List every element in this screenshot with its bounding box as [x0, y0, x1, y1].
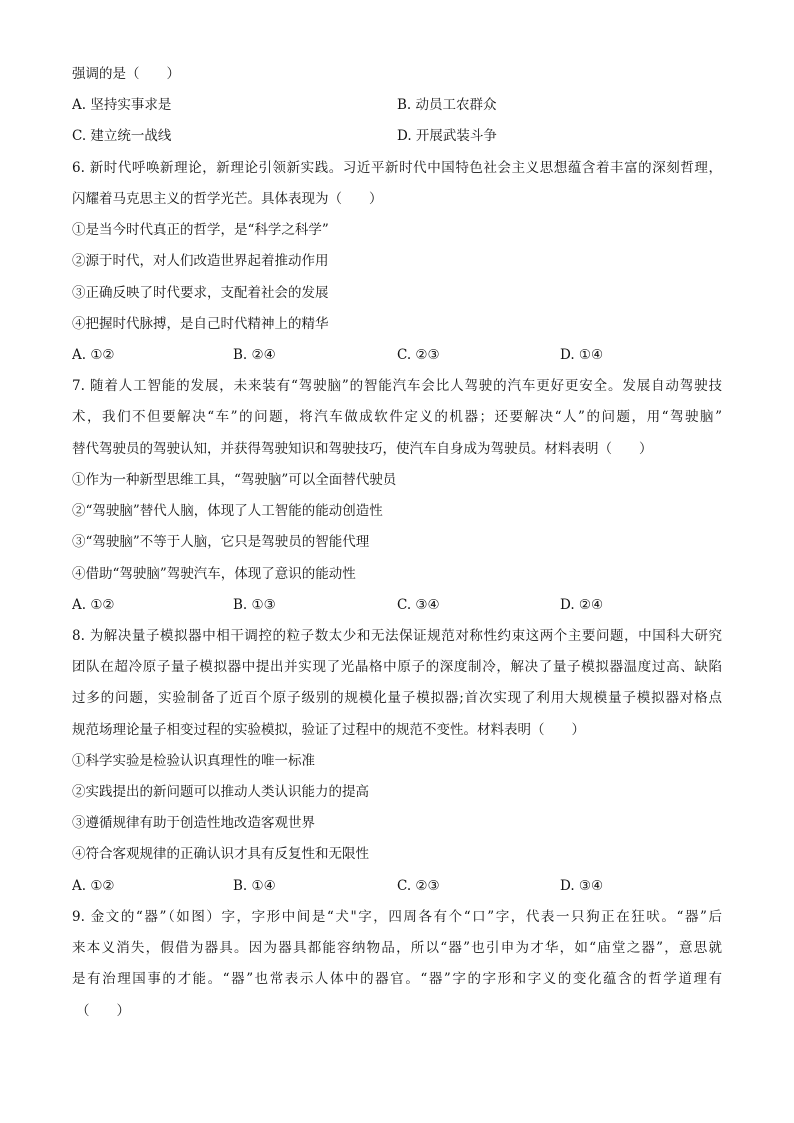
q6-stem-line: 闪耀着马克思主义的哲学光芒。具体表现为（ ） [72, 190, 383, 207]
q5-stem-line: 强调的是（ ） [72, 66, 180, 82]
q6-statement-4: ④把握时代脉搏，是自己时代精神上的精华 [72, 315, 329, 332]
q7-option-b: B. ①③ [233, 596, 276, 613]
q9-stem-line: 是有治理国事的才能。“器”也常表示人体中的器官。“器”字的字形和字义的变化蕴含的哲学道理有 [72, 971, 722, 988]
q9-answer-blank: （ ） [76, 1002, 130, 1019]
q6-option-a: A. ①② [72, 346, 115, 363]
q6-option-b: B. ②④ [233, 346, 276, 363]
q7-stem-line: 替代驾驶员的驾驶认知，并获得驾驶知识和驾驶技巧，使汽车自身成为驾驶员。材料表明（ ） [72, 440, 653, 457]
q6-stem-line: 6. 新时代呼唤新理论，新理论引领新实践。习近平新时代中国特色社会主义思想蕴含着丰富的深刻哲理， [72, 159, 722, 176]
q7-statement-2: ②“驾驶脑”替代人脑，体现了人工智能的能动创造性 [72, 503, 383, 520]
q8-stem-line: 团队在超冷原子量子模拟器中提出并实现了光晶格中原子的深度制冷，解决了量子模拟器温度过高、缺陷 [72, 659, 722, 676]
q6-options-row [72, 340, 722, 371]
q9-stem-line: 来本义消失，假借为器具。因为器具都能容纳物品，所以“器”也引申为才华，如“庙堂之器”，意思就 [72, 940, 722, 957]
q8-option-c: C. ②③ [397, 877, 440, 894]
q7-statement-4: ④借助“驾驶脑”驾驶汽车，体现了意识的能动性 [72, 565, 356, 582]
q7-stem-line: 7. 随着人工智能的发展，未来装有“驾驶脑”的智能汽车会比人驾驶的汽车更好更安全。发展自动驾驶技 [72, 378, 722, 395]
q5-option-c: C. 建立统一战线 [72, 128, 172, 145]
q8-statement-3: ③遵循规律有助于创造性地改造客观世界 [72, 815, 315, 832]
q9-stem-line: 9. 金文的“器”（如图）字，字形中间是“犬"字，四周各有个“口”字，代表一只狗正在狂吠。“器”后 [72, 908, 722, 925]
q8-statement-1: ①科学实验是检验认识真理性的唯一标准 [72, 752, 315, 769]
q7-option-a: A. ①② [72, 596, 115, 613]
q8-option-d: D. ③④ [560, 877, 604, 894]
q8-option-b: B. ①④ [233, 877, 276, 894]
q5-options-row-2 [72, 121, 722, 152]
q7-stem-line: 术，我们不但要解决“车”的问题，将汽车做成软件定义的机器；还要解决“人”的问题，用“驾驶脑” [72, 409, 722, 426]
q7-statement-1: ①作为一种新型思维工具，“驾驶脑”可以全面替代驶员 [72, 471, 397, 488]
q7-options-row [72, 590, 722, 621]
q5-option-d: D. 开展武装斗争 [397, 128, 497, 145]
q5-option-b: B. 动员工农群众 [397, 97, 497, 114]
q8-stem-line: 8. 为解决量子模拟器中相干调控的粒子数太少和无法保证规范对称性约束这两个主要问题，中国科大研究 [72, 627, 722, 644]
q6-statement-2: ②源于时代，对人们改造世界起着推动作用 [72, 253, 329, 270]
q8-options-row [72, 871, 722, 902]
q5-option-a: A. 坚持实事求是 [72, 97, 172, 114]
q7-option-d: D. ②④ [560, 596, 604, 613]
page-content [72, 59, 722, 1027]
q6-option-c: C. ②③ [397, 346, 440, 363]
q8-statement-4: ④符合客观规律的正确认识才具有反复性和无限性 [72, 846, 369, 863]
q5-options-row-1 [72, 90, 722, 121]
q6-statement-3: ③正确反映了时代要求，支配着社会的发展 [72, 284, 329, 301]
q8-stem-line: 过多的问题，实验制备了近百个原子级别的规模化量子模拟器;首次实现了利用大规模量子模拟器对格点 [72, 690, 722, 707]
q7-statement-3: ③“驾驶脑”不等于人脑，它只是驾驶员的智能代理 [72, 534, 370, 551]
q8-stem-line: 规范场理论量子相变过程的实验模拟，验证了过程中的规范不变性。材料表明（ ） [72, 721, 585, 738]
q6-statement-1: ①是当今时代真正的哲学，是“科学之科学” [72, 222, 329, 239]
q7-option-c: C. ③④ [397, 596, 440, 613]
q8-option-a: A. ①② [72, 877, 115, 894]
q6-option-d: D. ①④ [560, 346, 604, 363]
q8-statement-2: ②实践提出的新问题可以推动人类认识能力的提高 [72, 784, 369, 801]
